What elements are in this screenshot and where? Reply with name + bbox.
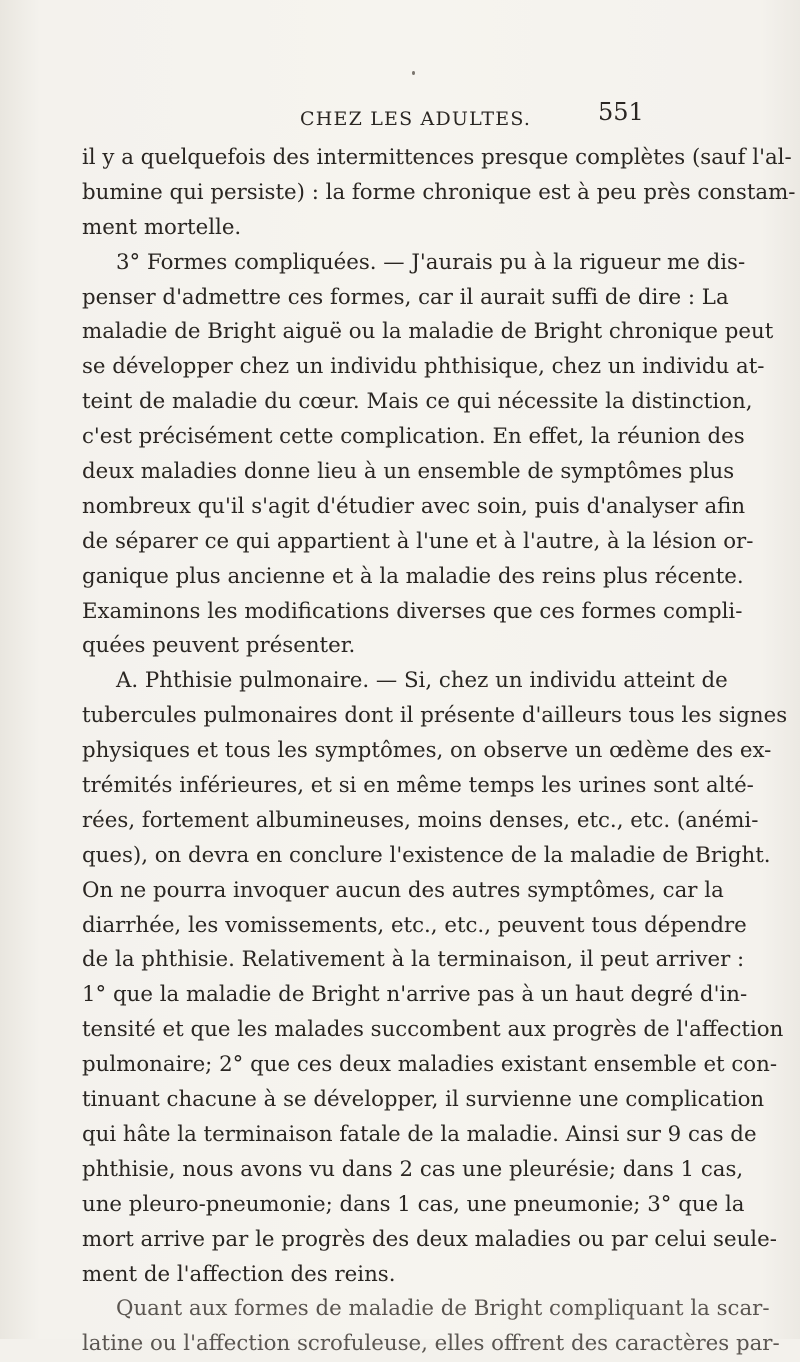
text-line: quées peuvent présenter. xyxy=(82,633,356,659)
text-line: tubercules pulmonaires dont il présente d'ailleurs tous les signes xyxy=(82,703,788,729)
text-line: c'est précisément cette complication. En effet, la réunion des xyxy=(82,424,745,450)
text-line: physiques et tous les symptômes, on observe un œdème des ex- xyxy=(82,738,772,764)
text-line: On ne pourra invoquer aucun des autres symptômes, car la xyxy=(82,877,724,903)
running-title: CHEZ LES ADULTES. xyxy=(300,108,532,130)
page-header xyxy=(0,86,800,136)
text-line: ment de l'affection des reins. xyxy=(82,1261,396,1287)
body-text xyxy=(82,141,796,1362)
text-line: phthisie, nous avons vu dans 2 cas une pleurésie; dans 1 cas, xyxy=(82,1156,744,1182)
text-line: ganique plus ancienne et à la maladie des reins plus récente. xyxy=(82,563,744,589)
text-line: pulmonaire; 2° que ces deux maladies existant ensemble et con- xyxy=(82,1052,778,1078)
text-line: une pleuro-pneumonie; dans 1 cas, une pneumonie; 3° que la xyxy=(82,1191,745,1217)
text-line: diarrhée, les vomissements, etc., etc., peuvent tous dépendre xyxy=(82,912,747,938)
text-line: teint de maladie du cœur. Mais ce qui nécessite la distinction, xyxy=(82,389,753,415)
text-line: Quant aux formes de maladie de Bright compliquant la scar- xyxy=(116,1296,770,1322)
text-line: ment mortelle. xyxy=(82,214,242,240)
text-line: ques), on devra en conclure l'existence de la maladie de Bright. xyxy=(82,842,771,868)
text-line: A. Phthisie pulmonaire. — Si, chez un individu atteint de xyxy=(116,668,728,694)
text-line: 1° que la maladie de Bright n'arrive pas à un haut degré d'in- xyxy=(82,982,748,1008)
print-speck xyxy=(412,71,415,75)
text-line: deux maladies donne lieu à un ensemble de symptômes plus xyxy=(82,459,735,485)
text-line: trémités inférieures, et si en même temps les urines sont alté- xyxy=(82,773,754,799)
text-line: 3° Formes compliquées. — J'aurais pu à la rigueur me dis- xyxy=(116,249,746,275)
text-line: latine ou l'affection scrofuleuse, elles offrent des caractères par- xyxy=(82,1331,780,1357)
text-line: de la phthisie. Relativement à la terminaison, il peut arriver : xyxy=(82,947,745,973)
text-line: mort arrive par le progrès des deux maladies ou par celui seule- xyxy=(82,1226,777,1252)
text-line: rées, fortement albumineuses, moins denses, etc., etc. (anémi- xyxy=(82,807,759,833)
text-line: nombreux qu'il s'agit d'étudier avec soin, puis d'analyser afin xyxy=(82,493,746,519)
text-line: Examinons les modifications diverses que ces formes compli- xyxy=(82,598,743,624)
page-number: 551 xyxy=(598,98,644,126)
text-line: maladie de Bright aiguë ou la maladie de Bright chronique peut xyxy=(82,319,774,345)
text-line: bumine qui persiste) : la forme chronique est à peu près constam- xyxy=(82,179,796,205)
text-line: tinuant chacune à se développer, il survienne une complication xyxy=(82,1087,765,1113)
text-line: qui hâte la terminaison fatale de la maladie. Ainsi sur 9 cas de xyxy=(82,1121,757,1147)
text-line: tensité et que les malades succombent aux progrès de l'affection xyxy=(82,1017,784,1043)
text-line: penser d'admettre ces formes, car il aurait suffi de dire : La xyxy=(82,284,729,310)
text-line: il y a quelquefois des intermittences presque complètes (sauf l'al- xyxy=(82,145,792,170)
text-line: se développer chez un individu phthisique, chez un individu at- xyxy=(82,354,765,380)
text-line: de séparer ce qui appartient à l'une et à l'autre, à la lésion or- xyxy=(82,528,754,554)
